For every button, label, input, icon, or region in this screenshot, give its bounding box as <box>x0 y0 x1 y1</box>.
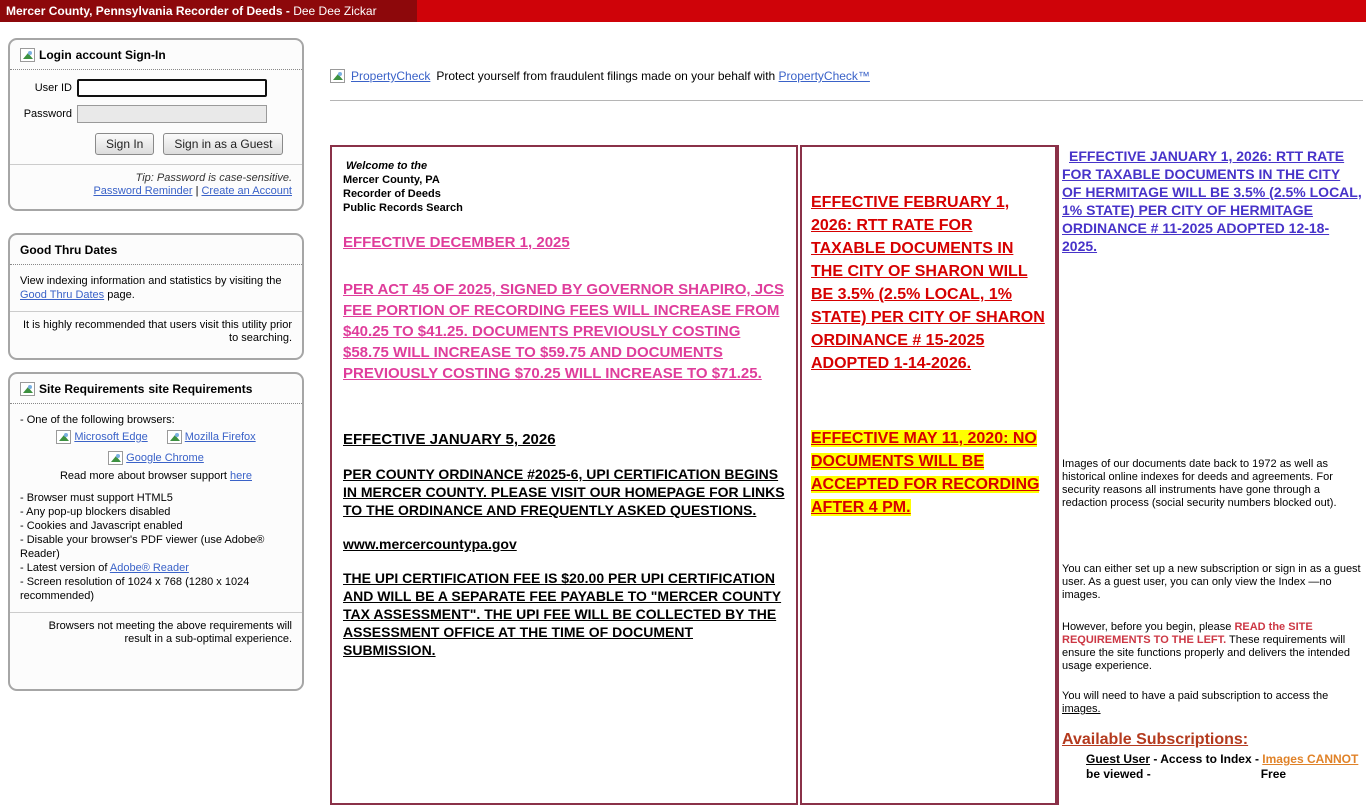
act-45-announcement: PER ACT 45 OF 2025, SIGNED BY GOVERNOR SHAPIRO, JCS FEE PORTION OF RECORDING FEES WILL INCREASE FROM $40.25 TO $41.25. DOCUMENTS PREVIOUSLY COSTING $58.75 WILL INCREASE TO $59.75 AND DOCUMENTS PREVIOUSLY COSTING $70.25 WILL INCREASE TO $71.25. <box>343 281 784 382</box>
county-website-text: www.mercercountypa.gov <box>343 536 517 552</box>
adobe-reader-link[interactable]: Adobe® Reader <box>109 562 189 574</box>
effective-january-heading: EFFECTIVE JANUARY 5, 2026 <box>343 431 556 448</box>
guest-access-text: - Access to Index - <box>1150 752 1263 766</box>
chrome-icon <box>108 451 123 465</box>
guest-user-subscription-item <box>1062 752 1362 767</box>
read-requirements-warning: READ the SITE REQUIREMENTS TO THE LEFT. <box>1062 621 1313 646</box>
recording-cutoff-announcement <box>811 427 1047 519</box>
chrome-link[interactable]: Google Chrome <box>126 452 204 464</box>
subscription-info-paragraph: You can either set up a new subscription or sign in as a guest user. As a guest user, you can only view the Index —no images. <box>1062 563 1361 601</box>
guest-user-subscription-item-continued <box>1062 767 1362 782</box>
welcome-line: Mercer County, PA <box>343 174 440 186</box>
requirement-item: - Disable your browser's PDF viewer (use Adobe® Reader) <box>20 534 265 560</box>
site-requirements-panel <box>8 372 304 691</box>
sharon-rtt-announcement: EFFECTIVE FEBRUARY 1, 2026: RTT RATE FOR TAXABLE DOCUMENTS IN THE CITY OF SHARON WILL BE 3.5% (2.5% LOCAL, 1% STATE) PER CITY OF SHARON ORDINANCE # 15-2025 ADOPTED 1-14-2026. <box>811 194 1045 372</box>
effective-december-heading: EFFECTIVE DECEMBER 1, 2025 <box>343 234 570 251</box>
site-requirements-title: site Requirements <box>148 382 253 396</box>
sign-in-button[interactable]: Sign In <box>95 133 154 155</box>
guest-cont-left: be viewed - <box>1086 767 1151 781</box>
images-info-paragraph: Images of our documents date back to 1972 as well as historical online indexes for deeds and agreements. For security reasons all instruments have gone through a redaction process (social security numbers blocked out). <box>1062 458 1337 509</box>
requirement-item: - Any pop-up blockers disabled <box>20 506 171 518</box>
good-thru-dates-body <box>10 265 302 311</box>
chrome-link-item[interactable] <box>108 451 204 465</box>
good-thru-dates-header <box>10 235 302 265</box>
edge-icon <box>56 430 71 444</box>
requirement-item: - Screen resolution of 1024 x 768 (1280 x 1024 recommended) <box>20 576 250 602</box>
requirement-item: - Cookies and Javascript enabled <box>20 520 183 532</box>
hermitage-rtt-announcement: EFFECTIVE JANUARY 1, 2026: RTT RATE FOR TAXABLE DOCUMENTS IN THE CITY OF HERMITAGE WILL BE 3.5% (2.5% LOCAL, 1% STATE) PER CITY OF HERMITAGE ORDINANCE # 11-2025 ADOPTED 12-18-2025. <box>1062 148 1362 254</box>
propertycheck-text-body: Protect yourself from fraudulent filings made on your behalf with <box>436 69 779 83</box>
propertycheck-tm-link[interactable]: PropertyCheck™ <box>778 69 870 83</box>
site-requirements-header <box>10 374 302 404</box>
announcements-middle-panel <box>800 145 1057 805</box>
login-panel-title: account Sign-In <box>75 48 166 62</box>
sign-in-guest-button[interactable]: Sign in as a Guest <box>163 133 283 155</box>
paid-text: You will need to have a paid subscription to access the <box>1062 690 1329 702</box>
requirement-item-adobe <box>20 561 292 575</box>
upi-fee-announcement: THE UPI CERTIFICATION FEE IS $20.00 PER UPI CERTIFICATION AND WILL BE A SEPARATE FEE PAYABLE TO "MERCER COUNTY TAX ASSESSMENT". THE UPI FEE WILL BE COLLECTED BY THE ASSESSMENT OFFICE AT THE TIME OF DOCUMENT SUBMISSION. <box>343 570 782 658</box>
warning-text-after: These requirements will ensure the site functions properly and delivers the intended usage experience. <box>1062 634 1351 672</box>
good-thru-dates-text-before: View indexing information and statistics by visiting the <box>20 275 282 287</box>
broken-image-icon <box>20 48 35 62</box>
welcome-line: Recorder of Deeds <box>343 188 441 200</box>
password-reminder-link[interactable]: Password Reminder <box>93 185 193 197</box>
browser-requirement-intro: - One of the following browsers: <box>20 414 175 426</box>
broken-image-icon <box>20 382 35 396</box>
good-thru-dates-text-after: page. <box>104 289 135 301</box>
app-title-text: Mercer County, Pennsylvania Recorder of Deeds - <box>6 4 294 18</box>
user-id-label: User ID <box>34 82 72 94</box>
guest-cont-right: Free <box>1260 767 1287 781</box>
password-label: Password <box>23 108 72 120</box>
propertycheck-image-link[interactable]: PropertyCheck <box>351 69 431 83</box>
recording-cutoff-highlight: EFFECTIVE MAY 11, 2020: NO DOCUMENTS WILL BE ACCEPTED FOR RECORDING AFTER 4 PM. <box>811 430 1040 516</box>
login-form <box>10 70 302 164</box>
login-icon-alt-text: Login <box>39 48 72 62</box>
create-account-link[interactable]: Create an Account <box>201 185 292 197</box>
propertycheck-icon <box>330 69 345 83</box>
info-right-panel <box>1057 145 1366 805</box>
adobe-prefix: - Latest version of <box>20 562 110 574</box>
good-thru-dates-title: Good Thru Dates <box>20 243 118 257</box>
announcements-left-panel <box>330 145 798 805</box>
good-thru-dates-note: It is highly recommended that users visit this utility prior to searching. <box>10 311 302 354</box>
site-requirements-body <box>10 404 302 612</box>
banner-divider <box>330 100 1363 101</box>
firefox-link[interactable]: Mozilla Firefox <box>184 431 256 443</box>
app-title <box>6 4 377 18</box>
welcome-line: Welcome to the <box>346 160 428 172</box>
welcome-line: Public Records Search <box>343 202 463 214</box>
edge-link-item[interactable] <box>56 430 147 444</box>
login-panel-footer <box>10 164 302 207</box>
site-requirements-warning-paragraph <box>1062 621 1362 673</box>
firefox-icon <box>167 430 182 444</box>
propertycheck-banner <box>330 66 870 86</box>
warning-text-before: However, before you begin, please <box>1062 621 1235 633</box>
site-requirements-icon-alt-text: Site Requirements <box>39 382 145 396</box>
upi-certification-announcement: PER COUNTY ORDINANCE #2025-6, UPI CERTIFICATION BEGINS IN MERCER COUNTY. PLEASE VISIT OUR HOMEPAGE FOR LINKS TO THE ORDINANCE AND FREQUENTLY ASKED QUESTIONS. <box>343 466 785 518</box>
welcome-block <box>343 159 785 215</box>
images-cannot-warning: Images CANNOT <box>1262 752 1359 766</box>
firefox-link-item[interactable] <box>167 430 256 444</box>
guest-user-label: Guest User <box>1086 752 1151 766</box>
good-thru-dates-panel <box>8 233 304 360</box>
images-underlined: images. <box>1062 703 1101 715</box>
user-id-input[interactable] <box>77 79 267 97</box>
paid-subscription-paragraph <box>1062 690 1362 716</box>
read-more-link[interactable]: here <box>229 470 252 482</box>
recorder-name: Dee Dee Zickar <box>293 4 377 18</box>
requirement-item: - Browser must support HTML5 <box>20 492 173 504</box>
password-tip: Tip: Password is case-sensitive. <box>135 172 292 184</box>
good-thru-dates-link[interactable]: Good Thru Dates <box>20 289 105 301</box>
read-more-text: Read more about browser support <box>59 470 230 482</box>
available-subscriptions-heading: Available Subscriptions: <box>1062 731 1249 748</box>
site-requirements-note: Browsers not meeting the above requirements will result in a sub-optimal experience. <box>10 612 302 655</box>
edge-link[interactable]: Microsoft Edge <box>74 431 148 443</box>
login-panel <box>8 38 304 211</box>
password-input[interactable] <box>77 105 267 123</box>
propertycheck-text <box>436 69 870 83</box>
login-panel-header <box>10 40 302 70</box>
link-separator: | <box>195 185 199 197</box>
title-bar <box>0 0 1366 22</box>
